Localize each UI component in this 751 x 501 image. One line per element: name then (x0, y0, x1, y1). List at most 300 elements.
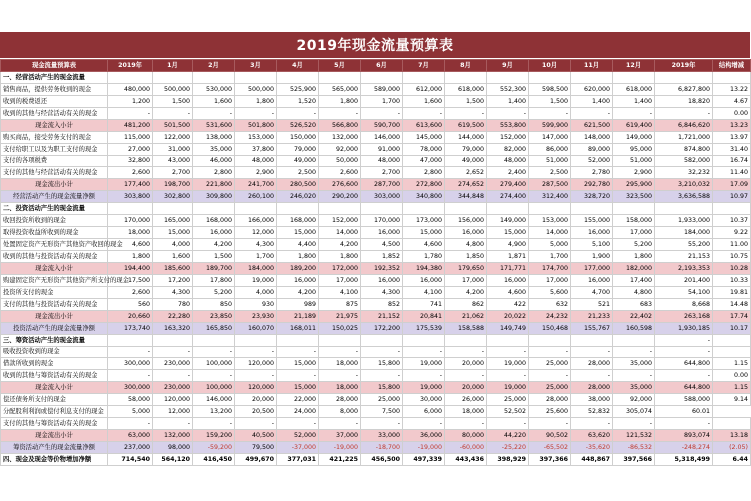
value-cell[interactable]: 13.97 (713, 131, 751, 143)
column-header[interactable]: 6月 (361, 60, 403, 72)
value-cell[interactable]: - (277, 346, 319, 358)
value-cell[interactable]: 21,152 (361, 310, 403, 322)
value-cell[interactable]: 28,000 (529, 394, 571, 406)
value-cell[interactable]: 9.14 (713, 394, 751, 406)
value-cell[interactable]: 121,532 (613, 430, 655, 442)
value-cell[interactable] (713, 71, 751, 83)
value-cell[interactable]: -18,700 (361, 442, 403, 454)
value-cell[interactable]: 874,800 (655, 143, 713, 155)
value-cell[interactable]: 43,000 (153, 155, 193, 167)
value-cell[interactable]: 644,800 (655, 358, 713, 370)
value-cell[interactable]: 10.33 (713, 274, 751, 286)
value-cell[interactable]: 5,200 (613, 239, 655, 251)
column-header[interactable]: 2月 (193, 60, 235, 72)
value-cell[interactable]: 4,300 (361, 286, 403, 298)
value-cell[interactable]: 448,867 (571, 453, 613, 465)
value-cell[interactable]: 22,402 (613, 310, 655, 322)
value-cell[interactable]: 18,820 (655, 95, 713, 107)
value-cell[interactable]: - (655, 346, 713, 358)
value-cell[interactable]: - (403, 418, 445, 430)
value-cell[interactable]: - (529, 107, 571, 119)
value-cell[interactable]: 598,500 (529, 83, 571, 95)
value-cell[interactable] (277, 203, 319, 215)
value-cell[interactable]: 172,000 (319, 262, 361, 274)
value-cell[interactable]: 1,500 (445, 95, 487, 107)
column-header[interactable]: 现金流量预算表 (1, 60, 108, 72)
value-cell[interactable] (153, 334, 193, 346)
row-label-cell[interactable]: 收到的其他与经营活动有关的现金 (1, 107, 108, 119)
row-label-cell[interactable]: 借款所收到的现金 (1, 358, 108, 370)
column-header[interactable]: 结构增减 (713, 60, 751, 72)
value-cell[interactable]: 2,600 (108, 167, 153, 179)
value-cell[interactable]: 230,000 (153, 382, 193, 394)
value-cell[interactable]: 47,000 (403, 155, 445, 167)
value-cell[interactable]: 5,200 (193, 286, 235, 298)
value-cell[interactable]: 4,300 (235, 239, 277, 251)
value-cell[interactable]: 17,800 (193, 274, 235, 286)
value-cell[interactable]: 989 (277, 298, 319, 310)
value-cell[interactable]: 18,000 (108, 227, 153, 239)
column-header[interactable]: 4月 (277, 60, 319, 72)
value-cell[interactable]: 1,520 (277, 95, 319, 107)
value-cell[interactable] (571, 203, 613, 215)
row-label-cell[interactable]: 现金流入小计 (1, 382, 108, 394)
value-cell[interactable]: 184,000 (235, 262, 277, 274)
value-cell[interactable]: 1,400 (571, 95, 613, 107)
value-cell[interactable]: 177,400 (108, 179, 153, 191)
value-cell[interactable]: 246,020 (277, 191, 319, 203)
value-cell[interactable]: 1,900 (571, 251, 613, 263)
value-cell[interactable] (277, 71, 319, 83)
value-cell[interactable]: - (529, 370, 571, 382)
value-cell[interactable]: 48,000 (361, 155, 403, 167)
value-cell[interactable]: 221,800 (193, 179, 235, 191)
value-cell[interactable]: - (235, 107, 277, 119)
value-cell[interactable]: 86,000 (529, 143, 571, 155)
column-header[interactable]: 12月 (613, 60, 655, 72)
value-cell[interactable]: 16,000 (403, 274, 445, 286)
row-label-cell[interactable]: 购买商品，接受劳务支付的现金 (1, 131, 108, 143)
value-cell[interactable]: 21,233 (571, 310, 613, 322)
value-cell[interactable] (713, 418, 751, 430)
value-cell[interactable]: 17,400 (613, 274, 655, 286)
value-cell[interactable]: 120,000 (235, 382, 277, 394)
value-cell[interactable]: 19,000 (403, 382, 445, 394)
value-cell[interactable]: 590,700 (361, 119, 403, 131)
value-cell[interactable]: 16,000 (571, 274, 613, 286)
value-cell[interactable]: 15,800 (361, 382, 403, 394)
value-cell[interactable]: -19,000 (403, 442, 445, 454)
value-cell[interactable]: 276,600 (319, 179, 361, 191)
value-cell[interactable]: 166,000 (235, 215, 277, 227)
value-cell[interactable]: 237,000 (108, 442, 153, 454)
value-cell[interactable]: 397,566 (613, 453, 655, 465)
value-cell[interactable]: - (613, 418, 655, 430)
value-cell[interactable]: 15,000 (487, 227, 529, 239)
value-cell[interactable]: 499,670 (235, 453, 277, 465)
value-cell[interactable]: - (445, 418, 487, 430)
value-cell[interactable]: 132,000 (319, 131, 361, 143)
value-cell[interactable]: 54,100 (655, 286, 713, 298)
value-cell[interactable]: 79,000 (445, 143, 487, 155)
value-cell[interactable]: 38,000 (571, 394, 613, 406)
value-cell[interactable]: 21,062 (445, 310, 487, 322)
value-cell[interactable]: 32,232 (655, 167, 713, 179)
value-cell[interactable]: 16,000 (361, 227, 403, 239)
row-label-cell[interactable]: 销售商品，提供劳务收到的现金 (1, 83, 108, 95)
value-cell[interactable]: 25,600 (529, 406, 571, 418)
value-cell[interactable]: 44,220 (487, 430, 529, 442)
value-cell[interactable]: 0.00 (713, 370, 751, 382)
value-cell[interactable]: - (487, 346, 529, 358)
value-cell[interactable] (487, 71, 529, 83)
value-cell[interactable]: -248,274 (655, 442, 713, 454)
value-cell[interactable]: 15,000 (403, 227, 445, 239)
value-cell[interactable]: 16,000 (193, 227, 235, 239)
row-label-cell[interactable]: 分配股利利润或偿付利息支付的现金 (1, 406, 108, 418)
value-cell[interactable]: 1,800 (613, 251, 655, 263)
value-cell[interactable]: 280,500 (277, 179, 319, 191)
value-cell[interactable]: 92,000 (319, 143, 361, 155)
value-cell[interactable]: 194,380 (403, 262, 445, 274)
value-cell[interactable]: 497,339 (403, 453, 445, 465)
value-cell[interactable]: 274,400 (487, 191, 529, 203)
value-cell[interactable]: 82,000 (487, 143, 529, 155)
value-cell[interactable]: - (153, 418, 193, 430)
row-label-cell[interactable]: 投资活动产生的现金流量净额 (1, 322, 108, 334)
value-cell[interactable]: 302,800 (153, 191, 193, 203)
value-cell[interactable]: 530,000 (193, 83, 235, 95)
value-cell[interactable]: 18,000 (445, 406, 487, 418)
value-cell[interactable] (571, 334, 613, 346)
value-cell[interactable]: 19,000 (487, 382, 529, 394)
value-cell[interactable]: 179,650 (445, 262, 487, 274)
value-cell[interactable]: 2,900 (613, 167, 655, 179)
value-cell[interactable]: 930 (235, 298, 277, 310)
row-label-cell[interactable]: 收回投资所收到的现金 (1, 215, 108, 227)
value-cell[interactable]: 20,000 (235, 394, 277, 406)
value-cell[interactable]: 10.28 (713, 262, 751, 274)
value-cell[interactable]: 481,200 (108, 119, 153, 131)
value-cell[interactable]: 27,000 (108, 143, 153, 155)
value-cell[interactable]: - (277, 107, 319, 119)
value-cell[interactable]: 48,000 (487, 155, 529, 167)
value-cell[interactable]: 1,871 (487, 251, 529, 263)
value-cell[interactable]: 4,100 (319, 286, 361, 298)
value-cell[interactable]: 4,800 (613, 286, 655, 298)
row-label-cell[interactable]: 收到的税费返还 (1, 95, 108, 107)
value-cell[interactable]: 91,000 (361, 143, 403, 155)
value-cell[interactable]: - (403, 346, 445, 358)
value-cell[interactable]: 1.15 (713, 358, 751, 370)
value-cell[interactable]: 100,000 (193, 358, 235, 370)
value-cell[interactable]: 153,000 (529, 215, 571, 227)
value-cell[interactable]: - (319, 346, 361, 358)
value-cell[interactable]: 552,300 (487, 83, 529, 95)
value-cell[interactable]: 1,852 (361, 251, 403, 263)
value-cell[interactable]: 303,000 (361, 191, 403, 203)
row-label-cell[interactable]: 收到的其他与筹资活动有关的现金 (1, 370, 108, 382)
value-cell[interactable]: 1,800 (277, 251, 319, 263)
value-cell[interactable]: 16,000 (277, 274, 319, 286)
value-cell[interactable] (153, 203, 193, 215)
value-cell[interactable]: 5,000 (108, 406, 153, 418)
value-cell[interactable]: 14,000 (319, 227, 361, 239)
value-cell[interactable]: 18,000 (319, 358, 361, 370)
value-cell[interactable]: 35,000 (193, 143, 235, 155)
value-cell[interactable]: 98,000 (153, 442, 193, 454)
value-cell[interactable]: 20,500 (235, 406, 277, 418)
value-cell[interactable]: 24,232 (529, 310, 571, 322)
value-cell[interactable]: 17.09 (713, 179, 751, 191)
value-cell[interactable]: 553,800 (487, 119, 529, 131)
value-cell[interactable]: 15,000 (277, 358, 319, 370)
value-cell[interactable] (361, 334, 403, 346)
value-cell[interactable]: - (361, 370, 403, 382)
value-cell[interactable]: 153,000 (235, 131, 277, 143)
value-cell[interactable]: 17,000 (319, 274, 361, 286)
value-cell[interactable]: 63,620 (571, 430, 613, 442)
value-cell[interactable]: 149,000 (487, 215, 529, 227)
value-cell[interactable]: - (108, 418, 153, 430)
value-cell[interactable] (713, 334, 751, 346)
value-cell[interactable]: 28,000 (571, 358, 613, 370)
value-cell[interactable]: 4.67 (713, 95, 751, 107)
row-label-cell[interactable]: 现金流入小计 (1, 119, 108, 131)
value-cell[interactable] (235, 334, 277, 346)
value-cell[interactable]: 52,832 (571, 406, 613, 418)
value-cell[interactable]: 300,000 (108, 358, 153, 370)
value-cell[interactable]: 1,700 (361, 95, 403, 107)
value-cell[interactable]: 52,502 (487, 406, 529, 418)
value-cell[interactable]: 1,800 (108, 251, 153, 263)
value-cell[interactable] (529, 334, 571, 346)
row-label-cell[interactable]: 二、投资活动产生的现金流量 (1, 203, 108, 215)
value-cell[interactable]: 21,189 (277, 310, 319, 322)
value-cell[interactable]: -35,620 (571, 442, 613, 454)
value-cell[interactable]: 192,352 (361, 262, 403, 274)
value-cell[interactable]: 78,000 (403, 143, 445, 155)
value-cell[interactable] (193, 203, 235, 215)
value-cell[interactable] (277, 334, 319, 346)
value-cell[interactable]: 6,846,620 (655, 119, 713, 131)
value-cell[interactable]: - (529, 346, 571, 358)
value-cell[interactable]: 2,800 (403, 167, 445, 179)
value-cell[interactable]: 2,700 (153, 167, 193, 179)
column-header[interactable]: 3月 (235, 60, 277, 72)
value-cell[interactable]: 25,000 (361, 394, 403, 406)
value-cell[interactable]: 25,000 (487, 394, 529, 406)
value-cell[interactable]: 148,000 (571, 131, 613, 143)
value-cell[interactable]: 263,168 (655, 310, 713, 322)
value-cell[interactable]: 10.75 (713, 251, 751, 263)
value-cell[interactable] (487, 334, 529, 346)
value-cell[interactable]: - (445, 107, 487, 119)
value-cell[interactable]: 15,000 (277, 227, 319, 239)
value-cell[interactable]: 2,500 (277, 167, 319, 179)
row-label-cell[interactable]: 现金流出小计 (1, 430, 108, 442)
value-cell[interactable] (108, 71, 153, 83)
value-cell[interactable]: - (361, 107, 403, 119)
value-cell[interactable]: 4,200 (445, 286, 487, 298)
value-cell[interactable]: 184,000 (655, 227, 713, 239)
value-cell[interactable]: 10.97 (713, 191, 751, 203)
value-cell[interactable]: 168,011 (277, 322, 319, 334)
value-cell[interactable]: 158,000 (613, 215, 655, 227)
value-cell[interactable]: 2,900 (235, 167, 277, 179)
value-cell[interactable]: 20,000 (445, 382, 487, 394)
row-label-cell[interactable]: 四、现金及现金等价物增加净额 (1, 453, 108, 465)
value-cell[interactable]: 17,500 (108, 274, 153, 286)
value-cell[interactable]: 4,200 (277, 286, 319, 298)
column-header[interactable]: 5月 (319, 60, 361, 72)
value-cell[interactable] (193, 334, 235, 346)
value-cell[interactable]: 2,600 (108, 286, 153, 298)
value-cell[interactable]: 168,000 (193, 215, 235, 227)
value-cell[interactable]: 1,600 (193, 95, 235, 107)
value-cell[interactable] (403, 334, 445, 346)
value-cell[interactable]: 16,000 (361, 274, 403, 286)
value-cell[interactable]: 21,975 (319, 310, 361, 322)
value-cell[interactable]: 52,000 (571, 155, 613, 167)
value-cell[interactable]: - (445, 346, 487, 358)
value-cell[interactable]: 1,600 (153, 251, 193, 263)
row-label-cell[interactable]: 处置固定资产无形资产其他资产收回的现金 (1, 239, 108, 251)
value-cell[interactable]: 51,000 (529, 155, 571, 167)
value-cell[interactable]: 893,074 (655, 430, 713, 442)
value-cell[interactable]: 37,000 (319, 430, 361, 442)
value-cell[interactable]: 14.48 (713, 298, 751, 310)
value-cell[interactable]: 4,100 (403, 286, 445, 298)
column-header[interactable]: 8月 (445, 60, 487, 72)
value-cell[interactable]: 287,500 (529, 179, 571, 191)
value-cell[interactable]: 35,000 (613, 382, 655, 394)
value-cell[interactable]: 49,000 (277, 155, 319, 167)
value-cell[interactable]: 24,000 (277, 406, 319, 418)
value-cell[interactable]: 398,929 (487, 453, 529, 465)
value-cell[interactable]: 10.17 (713, 322, 751, 334)
value-cell[interactable]: 165,850 (193, 322, 235, 334)
value-cell[interactable]: 58,000 (108, 394, 153, 406)
value-cell[interactable]: 160,070 (235, 322, 277, 334)
value-cell[interactable]: 621,500 (571, 119, 613, 131)
value-cell[interactable]: 51,000 (613, 155, 655, 167)
value-cell[interactable]: 4,700 (571, 286, 613, 298)
value-cell[interactable]: 564,120 (153, 453, 193, 465)
value-cell[interactable]: 1,700 (235, 251, 277, 263)
value-cell[interactable]: 618,000 (445, 83, 487, 95)
row-label-cell[interactable]: 现金流出小计 (1, 179, 108, 191)
value-cell[interactable]: - (108, 107, 153, 119)
value-cell[interactable]: - (613, 370, 655, 382)
row-label-cell[interactable]: 筹资活动产生的现金流量净额 (1, 442, 108, 454)
value-cell[interactable] (319, 71, 361, 83)
row-label-cell[interactable]: 支付的各项税费 (1, 155, 108, 167)
value-cell[interactable]: 272,800 (403, 179, 445, 191)
value-cell[interactable]: 589,000 (361, 83, 403, 95)
value-cell[interactable]: 13.22 (713, 83, 751, 95)
value-cell[interactable]: 60.01 (655, 406, 713, 418)
value-cell[interactable]: 619,400 (613, 119, 655, 131)
value-cell[interactable]: -60,000 (445, 442, 487, 454)
value-cell[interactable] (108, 334, 153, 346)
value-cell[interactable]: - (193, 418, 235, 430)
value-cell[interactable]: 15,000 (277, 382, 319, 394)
value-cell[interactable]: 260,100 (235, 191, 277, 203)
value-cell[interactable]: 619,500 (445, 119, 487, 131)
value-cell[interactable]: 31,000 (153, 143, 193, 155)
value-cell[interactable]: 521 (571, 298, 613, 310)
value-cell[interactable]: 582,000 (655, 155, 713, 167)
value-cell[interactable]: 18,000 (319, 382, 361, 394)
value-cell[interactable]: 344,848 (445, 191, 487, 203)
column-header[interactable]: 2019年 (655, 60, 713, 72)
value-cell[interactable] (655, 71, 713, 83)
value-cell[interactable]: 16,000 (571, 227, 613, 239)
value-cell[interactable]: 23,930 (235, 310, 277, 322)
value-cell[interactable]: 40,500 (235, 430, 277, 442)
value-cell[interactable]: 8,000 (319, 406, 361, 418)
value-cell[interactable]: 15,800 (361, 358, 403, 370)
value-cell[interactable]: 1.15 (713, 382, 751, 394)
value-cell[interactable]: 862 (445, 298, 487, 310)
value-cell[interactable]: 5,000 (529, 239, 571, 251)
value-cell[interactable]: 17.74 (713, 310, 751, 322)
value-cell[interactable]: - (193, 107, 235, 119)
value-cell[interactable] (487, 203, 529, 215)
value-cell[interactable] (445, 203, 487, 215)
value-cell[interactable]: - (108, 346, 153, 358)
value-cell[interactable]: -86,532 (613, 442, 655, 454)
column-header[interactable]: 9月 (487, 60, 529, 72)
row-label-cell[interactable]: 支付的其他与经营活动有关的现金 (1, 167, 108, 179)
value-cell[interactable]: - (193, 346, 235, 358)
value-cell[interactable]: 80,000 (445, 430, 487, 442)
value-cell[interactable] (319, 203, 361, 215)
value-cell[interactable]: 11.40 (713, 167, 751, 179)
value-cell[interactable]: 2,400 (487, 167, 529, 179)
row-label-cell[interactable]: 偿还债务所支付的现金 (1, 394, 108, 406)
row-label-cell[interactable]: 支付的其他与筹资活动有关的现金 (1, 418, 108, 430)
value-cell[interactable]: 17,200 (153, 274, 193, 286)
value-cell[interactable]: 1,200 (108, 95, 153, 107)
value-cell[interactable]: 32,800 (108, 155, 153, 167)
value-cell[interactable]: 1,933,000 (655, 215, 713, 227)
value-cell[interactable]: 1,800 (319, 95, 361, 107)
value-cell[interactable]: - (655, 418, 713, 430)
value-cell[interactable]: 79,000 (277, 143, 319, 155)
value-cell[interactable]: 150,468 (529, 322, 571, 334)
value-cell[interactable]: 49,000 (445, 155, 487, 167)
value-cell[interactable]: 2,500 (529, 167, 571, 179)
value-cell[interactable]: 189,700 (193, 262, 235, 274)
column-header[interactable]: 2019年 (108, 60, 153, 72)
value-cell[interactable]: -37,000 (277, 442, 319, 454)
value-cell[interactable] (613, 71, 655, 83)
value-cell[interactable]: 4,000 (153, 239, 193, 251)
value-cell[interactable]: - (235, 418, 277, 430)
value-cell[interactable]: 780 (153, 298, 193, 310)
value-cell[interactable]: 159,200 (193, 430, 235, 442)
value-cell[interactable]: 290,200 (319, 191, 361, 203)
value-cell[interactable]: 120,000 (235, 358, 277, 370)
value-cell[interactable]: 158,588 (445, 322, 487, 334)
value-cell[interactable]: 25,000 (529, 358, 571, 370)
value-cell[interactable]: - (655, 107, 713, 119)
value-cell[interactable]: - (613, 346, 655, 358)
value-cell[interactable]: 16.74 (713, 155, 751, 167)
value-cell[interactable]: 2,193,353 (655, 262, 713, 274)
